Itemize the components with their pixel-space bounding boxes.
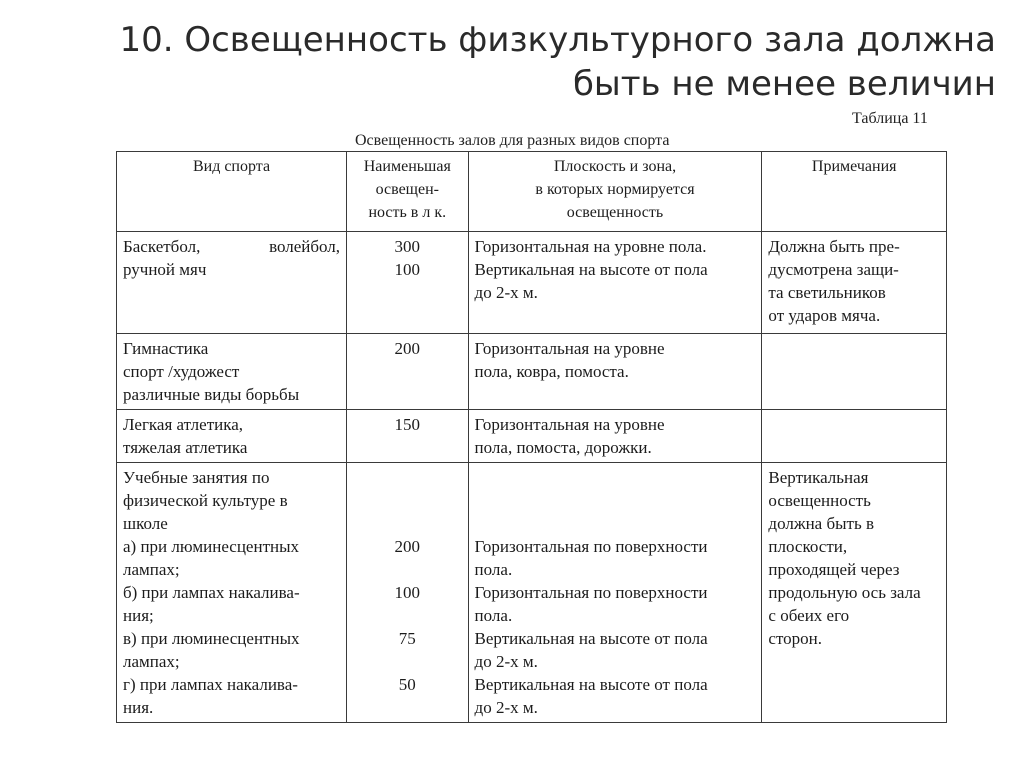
slide-title-line-1: 10. Освещенность физкультурного зала должна — [119, 20, 996, 60]
header-plane: Плоскость и зона, в которых нормируется освещенность — [468, 152, 762, 232]
cell-notes: Вертикальная освещенность должна быть в плоскости, проходящей через продольную ось зала с обеих его сторон. — [762, 463, 947, 723]
table-number-label: Таблица 11 — [852, 110, 928, 127]
table-row — [117, 232, 947, 334]
cell-plane: Горизонтальная по поверхности пола. Горизонтальная по поверхности пола. Вертикальная на высоте от пола до 2-х м. Вертикальная на высоте от пола до 2-х м. — [468, 463, 762, 723]
cell-sport: Баскетбол, волейбол, ручной мяч — [117, 232, 347, 334]
table-row — [117, 334, 947, 410]
cell-lux: 200 — [347, 334, 469, 410]
cell-lux: 300 100 — [347, 232, 469, 334]
cell-sport: Учебные занятия по физической культуре в школе а) при люминесцентных лампах; б) при лампах накалива- ния; в) при люминесцентных лампах; г) при лампах накалива- ния. — [117, 463, 347, 723]
table-header-row — [117, 152, 947, 232]
cell-sport: Легкая атлетика, тяжелая атлетика — [117, 410, 347, 463]
cell-lux: 150 — [347, 410, 469, 463]
header-notes: Примечания — [762, 152, 947, 232]
header-lux: Наименьшая освещен- ность в л к. — [347, 152, 469, 232]
table-row — [117, 463, 947, 723]
header-sport: Вид спорта — [117, 152, 347, 232]
table-caption: Освещенность залов для разных видов спорта — [355, 132, 670, 149]
slide-title — [96, 18, 996, 106]
cell-notes-empty — [762, 334, 947, 410]
cell-sport: Гимнастика спорт /художест различные виды борьбы — [117, 334, 347, 410]
illumination-table — [116, 151, 947, 723]
cell-plane: Горизонтальная на уровне пола, ковра, помоста. — [468, 334, 762, 410]
cell-plane: Горизонтальная на уровне пола. Вертикальная на высоте от пола до 2-х м. — [468, 232, 762, 334]
slide-title-line-2: быть не менее величин — [572, 64, 996, 104]
cell-lux: 200 100 75 50 — [347, 463, 469, 723]
cell-plane: Горизонтальная на уровне пола, помоста, дорожки. — [468, 410, 762, 463]
cell-notes: Должна быть пре- дусмотрена защи- та светильников от ударов мяча. — [762, 232, 947, 334]
cell-notes-empty — [762, 410, 947, 463]
table-row — [117, 410, 947, 463]
